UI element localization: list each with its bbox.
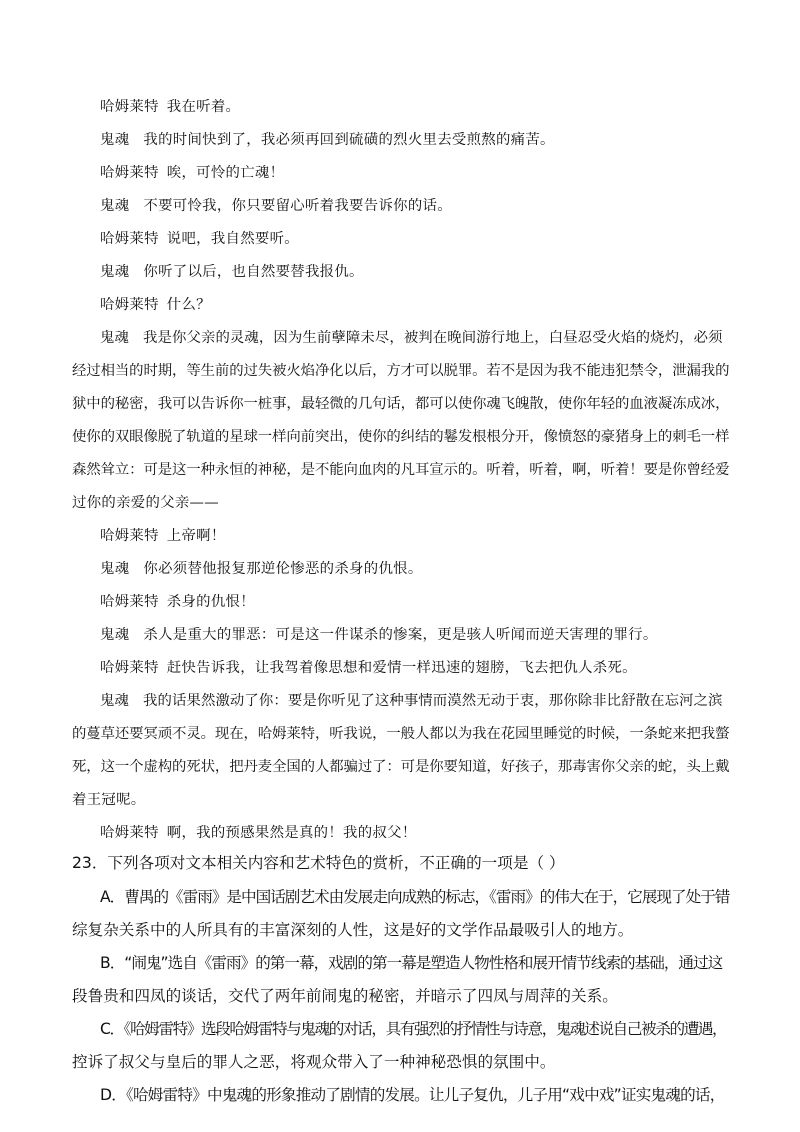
speech-text: 我是你父亲的灵魂，因为生前孽障未尽，被判在晚间游行地上，白昼忍受火焰的烧灼，必须 [142,330,723,346]
dialog-line [100,262,720,282]
speaker: 哈姆莱特 [100,99,159,115]
speaker: 鬼魂 [100,132,130,148]
dialog-text: 你必须替他报复那逆伦惨恶的杀身的仇恨。 [143,561,423,577]
speech-line: 使你的双眼像脱了轨道的星球一样向前突出，使你的纠结的鬈发根根分开，像愤怒的豪猪身上的刺毛一样 [72,429,730,445]
dialog-line [100,625,720,645]
dialog-text: 不要可怜我，你只要留心听着我要告诉你的话。 [143,198,452,214]
dialog-text: 我的时间快到了，我必须再回到硫磺的烈火里去受煎熬的痛苦。 [143,132,555,148]
option-b-line: 段鲁贵和四凤的谈话，交代了两年前闹鬼的秘密，并暗示了四凤与周萍的关系。 [72,987,618,1005]
dialog-line [100,658,720,678]
dialog-text: 我在听着。 [166,99,241,115]
speech-line: 过你的亲爱的父亲—— [72,495,219,511]
speaker: 哈姆莱特 [100,825,159,841]
speaker: 哈姆莱特 [100,297,159,313]
speaker: 鬼魂 [100,264,130,280]
dialog-text: 赶快告诉我，让我驾着像思想和爱情一样迅速的翅膀，飞去把仇人杀死。 [166,660,637,676]
dialog-text: 唉，可怜的亡魂！ [166,165,285,181]
dialog-text: 什么？ [166,297,211,313]
dialog-line [100,559,720,579]
dialog-text: 说吧，我自然要听。 [166,231,299,247]
speech-line: 着王冠呢。 [72,792,146,808]
speech-line: 死，这一个虚构的死状，把丹麦全国的人都骗过了：可是你要知道，好孩子，那毒害你父亲的蛇，头上戴 [72,759,730,775]
option-c-line: C．《哈姆雷特》选段哈姆雷特与鬼魂的对话，具有强烈的抒情性与诗意，鬼魂述说自己被杀的遭遇， [100,1020,727,1038]
option-d-line: D．《哈姆雷特》中鬼魂的形象推动了剧情的发展。让儿子复仇，儿子用“戏中戏”证实鬼魂的话， [100,1086,725,1104]
question-stem: 23．下列各项对文本相关内容和艺术特色的赏析，不正确的一项是（ ） [72,854,565,872]
speaker: 鬼魂 [100,627,130,643]
dialog-text: 杀身的仇恨！ [166,594,255,610]
speaker: 鬼魂 [100,561,130,577]
dialog-line [100,823,720,843]
dialog-line [100,229,720,249]
speaker: 哈姆莱特 [100,594,159,610]
speaker: 哈姆莱特 [100,528,159,544]
speaker: 哈姆莱特 [100,660,159,676]
speaker: 鬼魂 [100,693,129,709]
option-b-line: B．“闹鬼”选自《雷雨》的第一幕，戏剧的第一幕是塑造人物性格和展开情节线索的基础，通过这 [100,954,723,972]
speaker: 哈姆莱特 [100,165,159,181]
dialog-line [100,526,720,546]
speaker: 鬼魂 [100,198,130,214]
dialog-text: 上帝啊！ [166,528,226,544]
speech-line: 森然耸立：可是这一种永恒的神秘，是不能向血肉的凡耳宣示的。听着，听着，啊，听着！要是你曾经爱 [72,462,730,478]
speech-text: 我的话果然激动了你：要是你听见了这种事情而漠然无动于衷，那你除非比舒散在忘河之滨 [142,693,723,709]
dialog-line [100,97,720,117]
dialog-text: 你听了以后，也自然要替我报仇。 [143,264,364,280]
dialog-line [100,130,720,150]
speech-line [100,691,723,711]
dialog-text: 啊，我的预感果然是真的！我的叔父！ [166,825,417,841]
dialog-line [100,295,720,315]
speech-line: 经过相当的时期，等生前的过失被火焰净化以后，方才可以脱罪。若不是因为我不能违犯禁令，泄漏我的 [72,363,730,379]
option-a-line: A．曹禺的《雷雨》是中国话剧艺术由发展走向成熟的标志，《雷雨》的伟大在于，它展现了处于错 [100,888,730,906]
speech-line: 的蔓草还要冥顽不灵。现在，哈姆莱特，听我说，一般人都以为我在花园里睡觉的时候，一条蛇来把我螫 [72,726,730,742]
dialog-line [100,163,720,183]
option-c-line: 控诉了叔父与皇后的罪人之恶，将观众带入了一种神秘恐惧的氛围中。 [72,1053,556,1071]
dialog-line [100,196,720,216]
speech-line [100,328,723,348]
speaker: 鬼魂 [100,330,129,346]
dialog-line [100,592,720,612]
dialog-text: 杀人是重大的罪恶：可是这一件谋杀的惨案，更是骇人听闻而逆天害理的罪行。 [143,627,658,643]
speaker: 哈姆莱特 [100,231,159,247]
option-a-line: 综复杂关系中的人所具有的丰富深刻的人性，这是好的文学作品最吸引人的地方。 [72,921,634,939]
speech-line: 狱中的秘密，我可以告诉你一桩事，最轻微的几句话，都可以使你魂飞魄散，使你年轻的血液凝冻成冰， [72,396,730,412]
